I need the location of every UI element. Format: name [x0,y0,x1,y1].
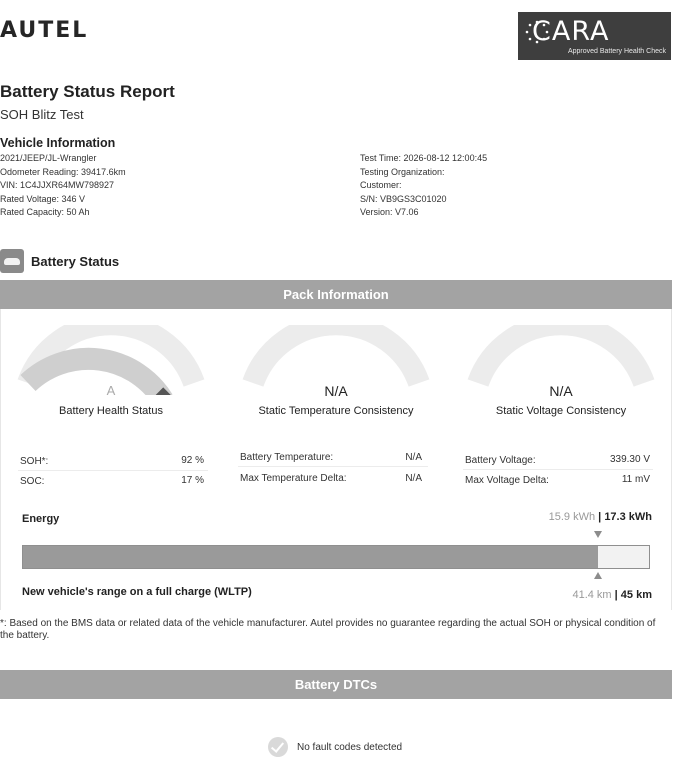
battery-dtcs-header: Battery DTCs [0,670,672,699]
autel-logo: AUTEL [0,18,89,43]
divider [463,469,653,470]
version: Version: V7.06 [360,207,419,218]
check-circle-icon [268,737,288,757]
pack-information-header: Pack Information [0,280,672,309]
energy-marker-icon [594,531,602,538]
battery-voltage-label: Battery Voltage: [465,455,536,466]
no-fault-codes-message: No fault codes detected [297,741,403,753]
energy-current: 15.9 kWh [548,511,596,523]
max-temperature-delta-label: Max Temperature Delta: [240,473,347,484]
report-subtitle: SOH Blitz Test [0,107,84,122]
soh-value: 92 % [181,455,204,466]
energy-values [549,511,652,523]
battery-temperature-label: Battery Temperature: [240,452,334,463]
cara-wordmark: CARA [532,16,610,47]
battery-voltage-value: 339.30 V [609,454,650,465]
serial-number: S/N: VB9GS3C01020 [360,193,447,204]
range-values [572,589,652,601]
rated-capacity: Rated Capacity: 50 Ah [0,207,90,218]
cara-badge [518,12,671,60]
divider [238,466,428,467]
range-separator: | [611,589,621,601]
max-voltage-delta-value: 11 mV [621,474,650,485]
energy-bar [22,545,650,569]
max-voltage-delta-label: Max Voltage Delta: [465,475,549,486]
energy-separator: | [595,511,605,523]
energy-bar-fill [23,546,598,568]
voltage-consistency-label: Static Voltage Consistency [495,405,627,417]
divider [18,470,208,471]
battery-status-label: Battery Status [31,253,120,269]
cara-tagline: Approved Battery Health Check [567,48,666,55]
range-label: New vehicle's range on a full charge (WLTP) [22,586,252,598]
battery-temperature-value: N/A [405,452,422,463]
temperature-consistency-value: N/A [324,383,348,399]
soh-label: SOH*: [20,456,49,467]
dtc-status [268,737,402,757]
soc-value: 17 % [181,475,204,486]
battery-health-value: A [106,383,116,398]
test-time: Test Time: 2026-08-12 12:00:45 [360,153,488,163]
rated-voltage: Rated Voltage: 346 V [0,193,86,204]
battery-health-label: Battery Health Status [59,405,163,417]
customer: Customer: [360,180,402,191]
odometer-reading: Odometer Reading: 39417.6km [0,166,126,177]
energy-total: 17.3 kWh [604,511,652,523]
energy-label: Energy [22,513,60,525]
report-title: Battery Status Report [0,82,175,101]
vehicle-info-right [360,152,487,220]
footnote: *: Based on the BMS data or related data of the vehicle manufacturer. Autel provides no guarantee regarding the actual SOH or physical condition of the battery. [0,618,656,641]
range-current: 41.4 km [572,589,612,601]
vin: VIN: 1C4JJXR64MW798927 [0,180,115,191]
vehicle-info-heading: Vehicle Information [0,136,116,150]
temperature-consistency-label: Static Temperature Consistency [258,405,414,417]
max-temperature-delta-value: N/A [405,473,422,484]
vehicle-info-left [0,152,126,220]
voltage-consistency-value: N/A [549,383,573,399]
soc-label: SOC: [20,476,45,487]
range-marker-icon [594,572,602,579]
vehicle-model: 2021/JEEP/JL-Wrangler [0,153,97,163]
range-total: 45 km [620,589,652,601]
battery-status-heading [0,248,119,274]
testing-organization: Testing Organization: [360,166,445,177]
car-battery-icon [0,249,24,273]
